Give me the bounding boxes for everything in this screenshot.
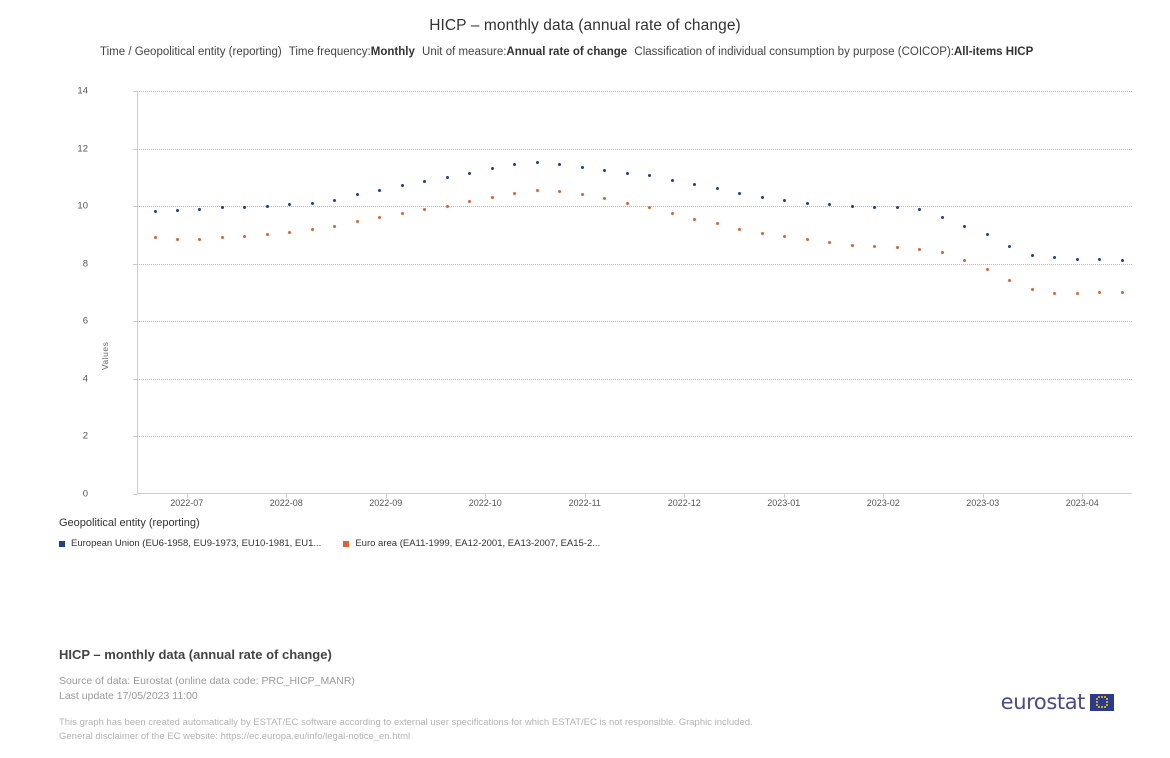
data-point <box>581 193 584 196</box>
data-point <box>941 216 944 219</box>
data-point <box>896 246 899 249</box>
x-axis-tick-label: 2022-11 <box>568 498 601 508</box>
data-point <box>1008 279 1011 282</box>
data-point <box>558 163 561 166</box>
y-axis-tick-mark <box>133 206 137 207</box>
data-point <box>1121 291 1124 294</box>
data-point <box>603 169 606 172</box>
data-point <box>873 206 876 209</box>
data-point <box>806 202 809 205</box>
eu-flag-icon <box>1090 694 1114 711</box>
y-axis-tick-mark <box>133 379 137 380</box>
data-point <box>603 197 606 200</box>
data-point <box>311 202 314 205</box>
footer-source: Source of data: Eurostat (online data code: PRC_HICP_MANR) <box>59 675 355 687</box>
eu-flag-star-icon <box>1101 706 1103 708</box>
data-point <box>243 235 246 238</box>
data-point <box>783 199 786 202</box>
eu-flag-star-icon <box>1106 704 1108 706</box>
data-point <box>918 208 921 211</box>
gridline <box>137 91 1132 92</box>
data-point <box>1121 259 1124 262</box>
x-axis-tick-mark <box>286 494 287 498</box>
legend-item[interactable] <box>343 538 600 549</box>
data-point <box>176 209 179 212</box>
data-point <box>423 180 426 183</box>
y-axis-tick-label: 14 <box>77 85 88 97</box>
y-axis-tick-label: 6 <box>82 315 88 327</box>
data-point <box>1053 292 1056 295</box>
data-point <box>851 205 854 208</box>
legend-item-label: Euro area (EA11-1999, EA12-2001, EA13-2007, EA15-2... <box>355 538 601 549</box>
y-axis-tick-label: 0 <box>82 488 88 500</box>
data-point <box>513 163 516 166</box>
data-point <box>536 161 539 164</box>
gridline <box>137 321 1132 322</box>
data-point <box>761 232 764 235</box>
filter-0-label: Time frequency: <box>288 46 371 58</box>
gridline <box>137 206 1132 207</box>
gridline <box>137 379 1132 380</box>
data-point <box>176 238 179 241</box>
data-point <box>266 205 269 208</box>
y-axis-tick-mark <box>133 321 137 322</box>
data-point <box>1098 291 1101 294</box>
legend <box>59 538 622 549</box>
data-point <box>738 228 741 231</box>
filter-summary <box>100 45 1100 60</box>
data-point <box>401 184 404 187</box>
data-point <box>221 236 224 239</box>
data-point <box>1031 288 1034 291</box>
y-axis-tick-label: 4 <box>82 373 88 385</box>
data-point <box>581 166 584 169</box>
data-point <box>738 192 741 195</box>
data-point <box>941 251 944 254</box>
x-axis-tick-mark <box>187 494 188 498</box>
data-point <box>333 199 336 202</box>
data-point <box>558 190 561 193</box>
y-axis-tick-mark <box>133 149 137 150</box>
data-point <box>648 174 651 177</box>
data-point <box>783 235 786 238</box>
x-axis-tick-mark <box>1082 494 1083 498</box>
x-axis-tick-label: 2022-10 <box>468 498 502 508</box>
data-point <box>1076 292 1079 295</box>
y-axis-tick-label: 10 <box>77 200 88 212</box>
data-point <box>806 238 809 241</box>
data-point <box>873 245 876 248</box>
x-axis-tick-mark <box>684 494 685 498</box>
y-axis-tick-label: 12 <box>77 143 88 155</box>
data-point <box>446 205 449 208</box>
data-point <box>154 210 157 213</box>
y-axis-tick-mark <box>133 264 137 265</box>
x-axis-tick-label: 2023-03 <box>966 498 1000 508</box>
data-point <box>626 202 629 205</box>
data-point <box>468 172 471 175</box>
x-axis-tick-label: 2023-02 <box>866 498 900 508</box>
data-point <box>423 208 426 211</box>
data-point <box>446 176 449 179</box>
data-point <box>1098 258 1101 261</box>
data-point <box>266 233 269 236</box>
x-axis-tick-mark <box>386 494 387 498</box>
data-point <box>693 183 696 186</box>
data-point <box>356 193 359 196</box>
data-point <box>378 189 381 192</box>
data-point <box>828 241 831 244</box>
data-point <box>1008 245 1011 248</box>
data-point <box>288 231 291 234</box>
data-point <box>693 218 696 221</box>
footer-title: HICP – monthly data (annual rate of change) <box>59 647 332 662</box>
eu-flag-star-icon <box>1104 706 1106 708</box>
data-point <box>761 196 764 199</box>
data-point <box>536 189 539 192</box>
filter-0-value: Monthly <box>370 46 415 58</box>
data-point <box>1076 258 1079 261</box>
data-point <box>986 233 989 236</box>
data-point <box>671 212 674 215</box>
data-point <box>851 244 854 247</box>
eurostat-logo <box>1001 690 1114 714</box>
x-axis-tick-mark <box>883 494 884 498</box>
y-axis-tick-label: 2 <box>82 430 88 442</box>
gridline <box>137 264 1132 265</box>
y-axis-line <box>137 91 138 494</box>
y-axis-tick-mark <box>133 91 137 92</box>
chart-plot-area <box>0 80 1170 510</box>
footer-disclaimer-2: General disclaimer of the EC website: https://ec.europa.eu/info/legal-notice_en.html <box>59 731 411 742</box>
data-point <box>243 206 246 209</box>
data-point <box>491 167 494 170</box>
data-point <box>963 225 966 228</box>
y-axis-tick-mark <box>133 436 137 437</box>
data-point <box>356 220 359 223</box>
x-axis-tick-label: 2022-12 <box>667 498 701 508</box>
data-point <box>401 212 404 215</box>
x-axis-tick-label: 2023-04 <box>1065 498 1099 508</box>
footer-last-update: Last update 17/05/2023 11:00 <box>59 690 198 702</box>
filter-dimension-label: Time / Geopolitical entity (reporting) <box>100 46 282 58</box>
data-point <box>468 200 471 203</box>
data-point <box>333 225 336 228</box>
filter-1-value: Annual rate of change <box>506 46 628 58</box>
data-point <box>648 206 651 209</box>
x-axis-tick-label: 2022-09 <box>369 498 403 508</box>
data-point <box>716 222 719 225</box>
data-point <box>513 192 516 195</box>
legend-item-label: European Union (EU6-1958, EU9-1973, EU10-1981, EU1... <box>71 538 322 549</box>
data-point <box>626 172 629 175</box>
footer <box>59 647 1119 744</box>
x-axis-tick-mark <box>784 494 785 498</box>
y-axis-tick-label: 8 <box>82 258 88 270</box>
x-axis-tick-label: 2023-01 <box>767 498 801 508</box>
eu-flag-star-icon <box>1106 701 1108 703</box>
legend-item[interactable] <box>59 538 321 549</box>
x-axis-tick-mark <box>983 494 984 498</box>
filter-1-label: Unit of measure: <box>422 46 507 58</box>
data-point <box>378 216 381 219</box>
eu-flag-star-icon <box>1101 696 1103 698</box>
data-point <box>1053 256 1056 259</box>
data-point <box>1031 254 1034 257</box>
x-axis-tick-mark <box>585 494 586 498</box>
footer-disclaimer-1: This graph has been created automatically by ESTAT/EC software according to external user specifications for which ESTAT/EC is not responsible. Graphic included. <box>59 717 753 728</box>
page-title: HICP – monthly data (annual rate of change) <box>429 17 741 34</box>
eu-flag-star-icon <box>1096 701 1098 703</box>
data-point <box>221 206 224 209</box>
x-axis-tick-mark <box>485 494 486 498</box>
legend-swatch-icon <box>59 541 65 547</box>
eurostat-logo-text: eurostat <box>1000 690 1085 714</box>
data-point <box>491 196 494 199</box>
data-point <box>671 179 674 182</box>
data-point <box>198 208 201 211</box>
filter-2-value: All-items HICP <box>954 46 1034 58</box>
x-axis-tick-label: 2022-07 <box>170 498 204 508</box>
data-point <box>918 248 921 251</box>
filter-2-label: Classification of individual consumption by purpose (COICOP): <box>634 46 954 58</box>
data-point <box>716 187 719 190</box>
gridline <box>137 436 1132 437</box>
legend-title: Geopolitical entity (reporting) <box>59 517 200 529</box>
data-point <box>198 238 201 241</box>
data-point <box>154 236 157 239</box>
gridline <box>137 149 1132 150</box>
legend-swatch-icon <box>343 541 349 547</box>
data-point <box>311 228 314 231</box>
y-axis-label: Values <box>100 341 110 370</box>
data-point <box>986 268 989 271</box>
x-axis-tick-label: 2022-08 <box>269 498 303 508</box>
data-point <box>963 259 966 262</box>
y-axis-tick-mark <box>133 494 137 495</box>
data-point <box>896 206 899 209</box>
